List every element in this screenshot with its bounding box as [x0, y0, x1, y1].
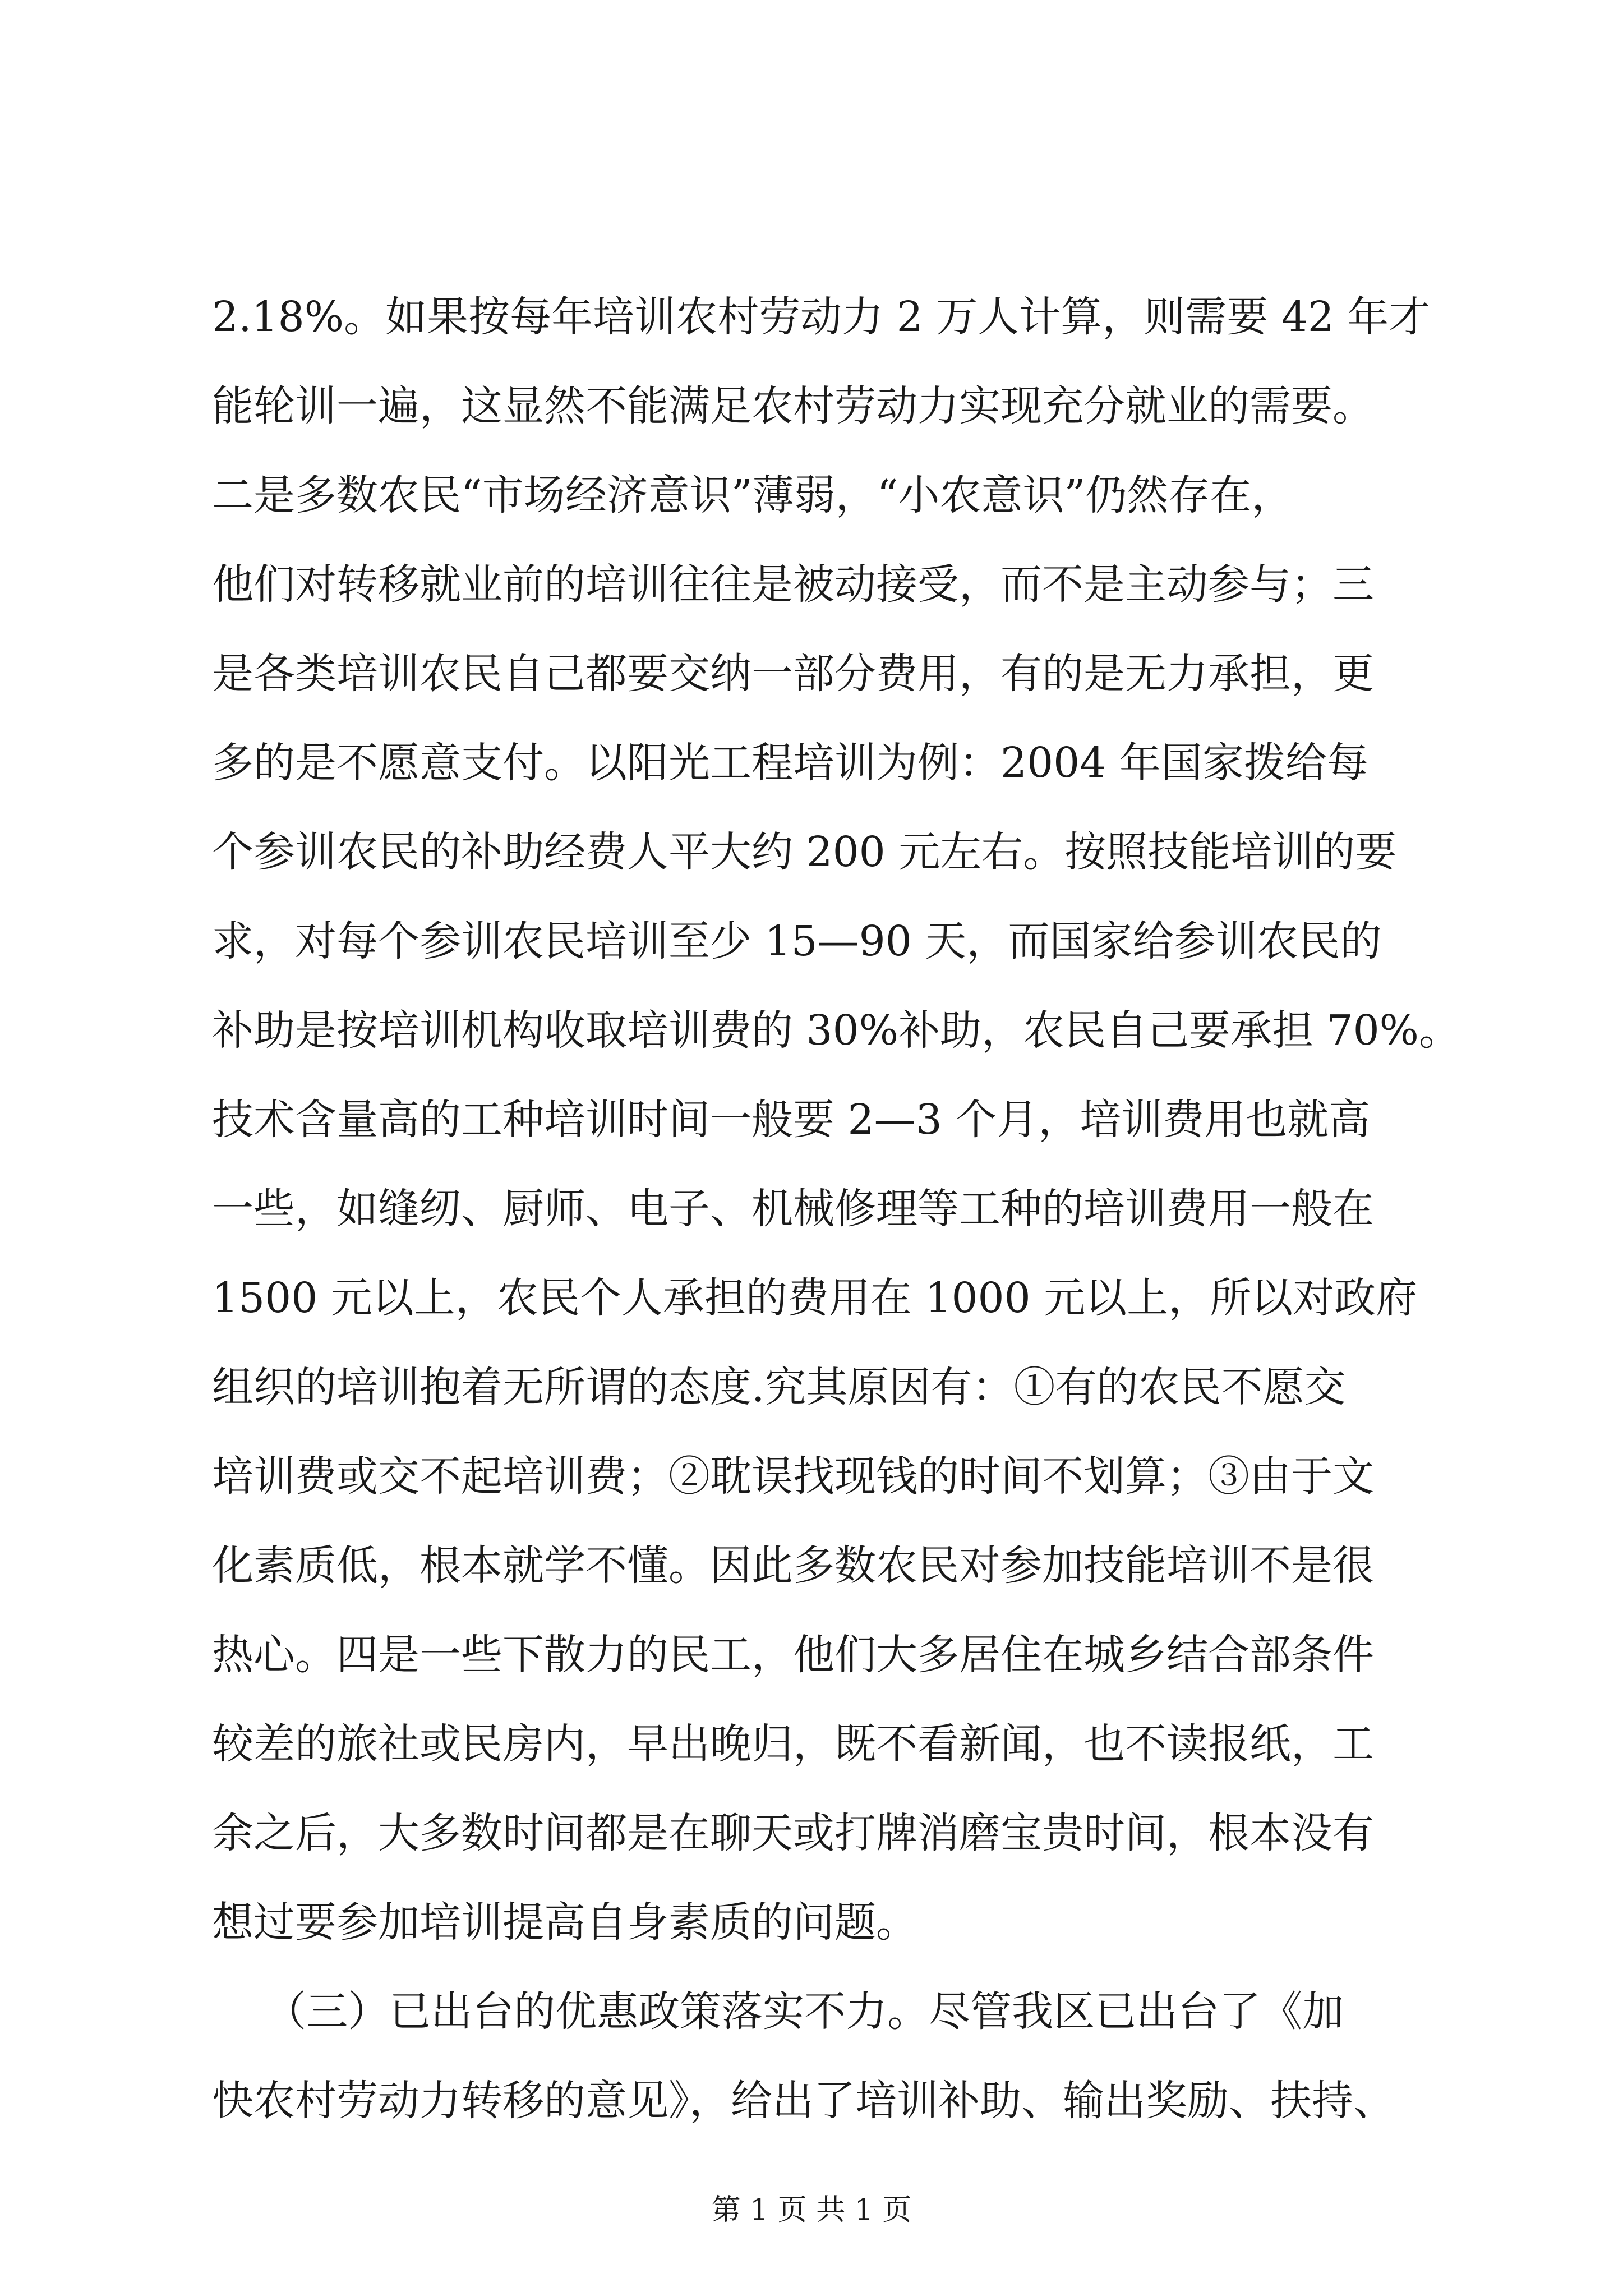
text-line: 较差的旅社或民房内，早出晚归，既不看新闻，也不读报纸，工 [212, 1720, 1374, 1768]
text-line: 2.18%。如果按每年培训农村劳动力 2 万人计算，则需要 42 年才 [212, 293, 1431, 341]
text-line: 余之后，大多数时间都是在聊天或打牌消磨宝贵时间，根本没有 [212, 1809, 1374, 1857]
text-line: 补助是按培训机构收取培训费的 30%补助，农民自己要承担 70%。 [212, 1006, 1460, 1055]
text-line: 快农村劳动力转移的意见》，给出了培训补助、输出奖励、扶持、 [212, 2077, 1395, 2125]
text-line: 多的是不愿意支付。以阳光工程培训为例：2004 年国家拨给每 [212, 739, 1368, 787]
text-line: 他们对转移就业前的培训往往是被动接受，而不是主动参与；三 [212, 560, 1374, 609]
text-line: 二是多数农民“市场经济意识”薄弱，“小农意识”仍然存在， [212, 471, 1293, 519]
section-heading-line: （三）已出台的优惠政策落实不力。尽管我区已出台了《加 [212, 1987, 1344, 2036]
text-line: 是各类培训农民自己都要交纳一部分费用，有的是无力承担，更 [212, 650, 1374, 698]
text-line: 热心。四是一些下散力的民工，他们大多居住在城乡结合部条件 [212, 1631, 1374, 1679]
text-line: 求，对每个参训农民培训至少 15—90 天，而国家给参训农民的 [212, 917, 1382, 965]
text-line: 化素质低，根本就学不懂。因此多数农民对参加技能培训不是很 [212, 1542, 1374, 1590]
text-line: 个参训农民的补助经费人平大约 200 元左右。按照技能培训的要 [212, 828, 1397, 876]
text-line: 技术含量高的工种培训时间一般要 2—3 个月，培训费用也就高 [212, 1096, 1371, 1144]
text-line: 培训费或交不起培训费；②耽误找现钱的时间不划算；③由于文 [212, 1452, 1374, 1501]
text-line: 组织的培训抱着无所谓的态度.究其原因有：①有的农民不愿交 [212, 1363, 1346, 1411]
text-line: 想过要参加培训提高自身素质的问题。 [212, 1898, 917, 1947]
page-footer: 第 1 页 共 1 页 [711, 2193, 912, 2227]
text-line: 一些，如缝纫、厨师、电子、机械修理等工种的培训费用一般在 [212, 1185, 1374, 1233]
text-line: 1500 元以上，农民个人承担的费用在 1000 元以上，所以对政府 [212, 1274, 1418, 1322]
text-line: 能轮训一遍，这显然不能满足农村劳动力实现充分就业的需要。 [212, 382, 1374, 430]
